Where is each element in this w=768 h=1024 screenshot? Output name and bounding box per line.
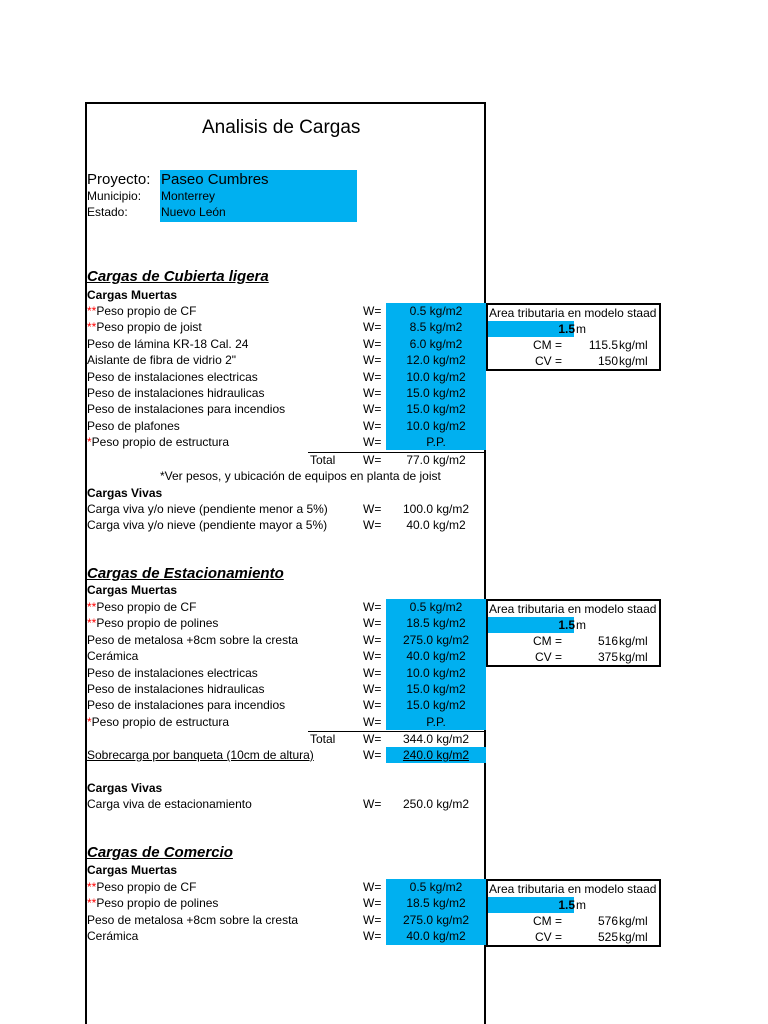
tributary-box-comercio	[486, 879, 661, 947]
w-label: W=	[363, 880, 382, 894]
asterisk-marker: *	[87, 435, 92, 450]
cm-label: CM =	[532, 914, 562, 928]
viva-row-value: 40.0 kg/m2	[406, 518, 466, 532]
load-row-text: Aislante de fibra de vidrio 2"	[87, 353, 237, 368]
load-row-text: Peso propio de estructura	[91, 714, 230, 729]
w-label: W=	[363, 453, 382, 467]
load-row-text: Peso de instalaciones para incendios	[87, 698, 286, 713]
load-row-value: 10.0 kg/m2	[406, 418, 466, 433]
load-row-value: 40.0 kg/m2	[406, 649, 466, 664]
load-row-label	[87, 434, 229, 450]
w-label: W=	[363, 714, 382, 729]
load-row-value: 18.5 kg/m2	[406, 616, 466, 631]
total-label: Total	[310, 453, 336, 467]
w-label: W=	[363, 912, 382, 927]
load-row-text: Peso de instalaciones electricas	[87, 665, 258, 680]
load-row-value: 15.0 kg/m2	[406, 682, 466, 696]
total-value: 344.0 kg/m2	[402, 732, 470, 746]
load-row-label	[87, 599, 196, 615]
cm-label: CM =	[532, 338, 562, 352]
tributary-box-estacionamiento	[486, 599, 661, 667]
asterisk-marker: **	[87, 600, 97, 614]
w-label: W=	[363, 402, 382, 417]
cm-label: CM =	[532, 634, 562, 648]
asterisk-marker: **	[87, 896, 97, 911]
w-label: W=	[363, 386, 382, 400]
load-row-value: 0.5 kg/m2	[409, 880, 463, 894]
load-row-label	[87, 615, 218, 631]
load-row-text: Peso de metalosa +8cm sobre la cresta	[87, 912, 299, 927]
asterisk-marker: **	[87, 880, 97, 894]
load-row-value: P.P.	[426, 435, 446, 450]
proyecto-label: Proyecto:	[87, 171, 151, 188]
estado-value: Nuevo León	[161, 205, 226, 219]
cv-value: 525	[597, 930, 618, 944]
cm-value: 576	[597, 914, 618, 928]
load-row-text: Peso propio de CF	[96, 600, 197, 614]
load-row-text: Cerámica	[87, 649, 139, 664]
cargas-vivas-label: Cargas Vivas	[87, 781, 163, 795]
load-row-text: Peso de instalaciones hidraulicas	[87, 386, 265, 400]
load-row-value: 10.0 kg/m2	[406, 369, 466, 384]
load-row-text: Peso propio de joist	[96, 320, 202, 335]
load-row-label	[87, 912, 298, 928]
load-row-value: 275.0 kg/m2	[402, 912, 470, 927]
load-row-value: 12.0 kg/m2	[406, 353, 466, 368]
load-row-value: 15.0 kg/m2	[406, 386, 466, 400]
asterisk-marker: **	[87, 616, 97, 631]
estado-label: Estado:	[87, 205, 128, 219]
cv-unit: kg/ml	[619, 930, 648, 944]
cargas-muertas-label: Cargas Muertas	[87, 583, 178, 597]
w-label: W=	[363, 732, 382, 746]
load-row-value: 18.5 kg/m2	[406, 896, 466, 911]
municipio-value: Monterrey	[161, 189, 216, 203]
w-label: W=	[363, 665, 382, 680]
total-value: 77.0 kg/m2	[406, 453, 466, 467]
tributary-title: Area tributaria en modelo staad	[489, 306, 657, 320]
trib-unit: m	[576, 618, 586, 632]
load-row-text: Cerámica	[87, 929, 139, 944]
viva-row-label: Carga viva y/o nieve (pendiente menor a 5%)	[87, 502, 328, 516]
cv-value: 375	[597, 650, 618, 664]
sobrecarga-value: 240.0 kg/m2	[402, 748, 470, 762]
load-row-label	[87, 336, 248, 352]
trib-value: 1.5	[558, 322, 575, 336]
load-row-label	[87, 385, 264, 401]
w-label: W=	[363, 320, 382, 335]
load-row-text: Peso de lámina KR-18 Cal. 24	[87, 336, 249, 351]
trib-unit: m	[576, 322, 586, 336]
tributary-title: Area tributaria en modelo staad	[489, 602, 657, 616]
load-row-label	[87, 681, 264, 697]
proyecto-value: Paseo Cumbres	[161, 171, 269, 188]
load-row-label	[87, 418, 180, 434]
w-label: W=	[363, 304, 382, 318]
asterisk-marker: *	[87, 714, 92, 729]
asterisk-marker: **	[87, 320, 97, 335]
municipio-label: Municipio:	[87, 189, 142, 203]
load-row-label	[87, 369, 258, 385]
trib-value: 1.5	[558, 618, 575, 632]
cv-label: CV =	[534, 930, 562, 944]
cm-unit: kg/ml	[619, 914, 648, 928]
cv-label: CV =	[534, 650, 562, 664]
section-title-comercio: Cargas de Comercio	[87, 844, 233, 861]
load-row-text: Peso de metalosa +8cm sobre la cresta	[87, 632, 299, 647]
sobrecarga-label: Sobrecarga por banqueta (10cm de altura)	[87, 748, 314, 762]
w-label: W=	[363, 929, 382, 944]
load-row-value: P.P.	[426, 714, 446, 729]
load-row-text: Peso propio de estructura	[91, 435, 230, 450]
w-label: W=	[363, 353, 382, 368]
w-label: W=	[363, 336, 382, 351]
w-label: W=	[363, 649, 382, 664]
load-row-label	[87, 714, 229, 730]
cv-unit: kg/ml	[619, 650, 648, 664]
cargas-vivas-label: Cargas Vivas	[87, 486, 163, 500]
cm-unit: kg/ml	[619, 338, 648, 352]
w-label: W=	[363, 518, 382, 532]
viva-row-value: 100.0 kg/m2	[402, 502, 470, 516]
load-row-value: 0.5 kg/m2	[409, 600, 463, 614]
tributary-title: Area tributaria en modelo staad	[489, 882, 657, 896]
load-row-label	[87, 303, 196, 319]
load-row-label	[87, 352, 236, 368]
load-row-value: 0.5 kg/m2	[409, 304, 463, 318]
w-label: W=	[363, 797, 382, 811]
trib-unit: m	[576, 898, 586, 912]
viva-row-label: Carga viva de estacionamiento	[87, 797, 252, 811]
w-label: W=	[363, 418, 382, 433]
page-title: Analisis de Cargas	[202, 117, 361, 138]
w-label: W=	[363, 502, 382, 516]
tributary-box-cubierta	[486, 303, 661, 371]
load-row-label	[87, 879, 196, 895]
cm-value: 516	[597, 634, 618, 648]
w-label: W=	[363, 632, 382, 647]
load-row-label	[87, 697, 285, 713]
trib-value: 1.5	[558, 898, 575, 912]
load-row-text: Peso propio de CF	[96, 880, 197, 894]
w-label: W=	[363, 682, 382, 696]
load-row-label	[87, 401, 285, 417]
load-row-value: 10.0 kg/m2	[406, 665, 466, 680]
load-row-text: Peso propio de CF	[96, 304, 197, 318]
section-title-estacionamiento: Cargas de Estacionamiento	[87, 565, 284, 582]
load-row-text: Peso de instalaciones para incendios	[87, 402, 286, 417]
load-row-text: Peso de instalaciones hidraulicas	[87, 682, 265, 696]
section-title-cubierta: Cargas de Cubierta ligera	[87, 268, 269, 285]
total-label: Total	[310, 732, 336, 746]
load-row-label	[87, 928, 138, 944]
note-text: *Ver pesos, y ubicación de equipos en planta de joist	[160, 469, 441, 483]
load-row-value: 8.5 kg/m2	[409, 320, 463, 335]
load-row-label	[87, 319, 202, 335]
load-row-value: 15.0 kg/m2	[406, 698, 466, 713]
cm-unit: kg/ml	[619, 634, 648, 648]
asterisk-marker: **	[87, 304, 97, 318]
load-row-value: 40.0 kg/m2	[406, 929, 466, 944]
load-row-value: 6.0 kg/m2	[409, 336, 463, 351]
w-label: W=	[363, 896, 382, 911]
load-row-label	[87, 648, 138, 664]
load-row-value: 15.0 kg/m2	[406, 402, 466, 417]
w-label: W=	[363, 748, 382, 762]
cargas-muertas-label: Cargas Muertas	[87, 863, 178, 877]
load-row-value: 275.0 kg/m2	[402, 632, 470, 647]
viva-row-label: Carga viva y/o nieve (pendiente mayor a 5%)	[87, 518, 328, 532]
cv-value: 150	[597, 354, 618, 368]
cm-value: 115.5	[588, 338, 618, 352]
cv-label: CV =	[534, 354, 562, 368]
load-row-text: Peso propio de polines	[96, 616, 219, 631]
load-row-text: Peso propio de polines	[96, 896, 219, 911]
w-label: W=	[363, 600, 382, 614]
cargas-muertas-label: Cargas Muertas	[87, 288, 178, 302]
viva-row-value: 250.0 kg/m2	[402, 797, 470, 811]
load-row-text: Peso de instalaciones electricas	[87, 369, 258, 384]
w-label: W=	[363, 369, 382, 384]
w-label: W=	[363, 698, 382, 713]
w-label: W=	[363, 435, 382, 450]
cv-unit: kg/ml	[619, 354, 648, 368]
load-row-label	[87, 895, 218, 911]
load-row-text: Peso de plafones	[87, 418, 180, 433]
load-row-label	[87, 632, 298, 648]
w-label: W=	[363, 616, 382, 631]
load-row-label	[87, 665, 258, 681]
